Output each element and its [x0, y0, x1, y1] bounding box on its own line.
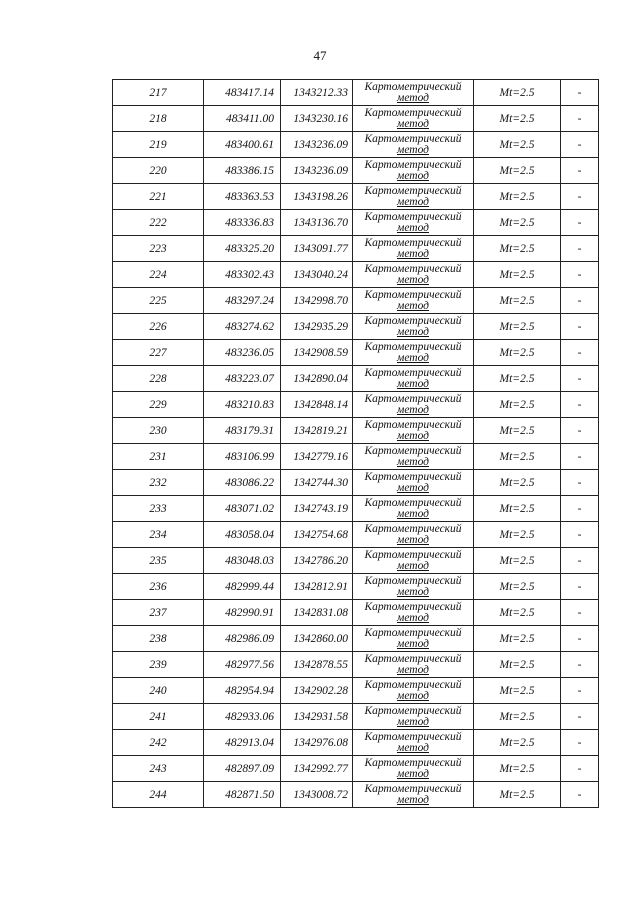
- table-row: [113, 340, 599, 366]
- x-coordinate-cell: 483086.22: [204, 470, 281, 496]
- accuracy-cell: Mt=2.5: [474, 80, 561, 106]
- x-coordinate-cell: 483210.83: [204, 392, 281, 418]
- method-line-2: метод: [396, 91, 429, 104]
- y-coordinate-cell: 1342878.55: [281, 652, 353, 678]
- note-cell: -: [561, 444, 599, 470]
- y-coordinate-cell: 1343236.09: [281, 158, 353, 184]
- method-line-1: Картометрический: [364, 496, 462, 509]
- note-cell: -: [561, 496, 599, 522]
- coordinates-table-body: [113, 80, 599, 808]
- method-line-1: Картометрический: [364, 756, 462, 769]
- note-cell: -: [561, 418, 599, 444]
- point-number-cell: 218: [113, 106, 204, 132]
- point-number-cell: 241: [113, 704, 204, 730]
- table-row: [113, 496, 599, 522]
- coordinates-table: [112, 79, 599, 808]
- y-coordinate-cell: 1342754.68: [281, 522, 353, 548]
- note-cell: -: [561, 262, 599, 288]
- y-coordinate-cell: 1342908.59: [281, 340, 353, 366]
- point-number-cell: 235: [113, 548, 204, 574]
- y-coordinate-cell: 1343230.16: [281, 106, 353, 132]
- note-cell: -: [561, 392, 599, 418]
- x-coordinate-cell: 483071.02: [204, 496, 281, 522]
- accuracy-cell: Mt=2.5: [474, 548, 561, 574]
- x-coordinate-cell: 482954.94: [204, 678, 281, 704]
- method-line-2: метод: [396, 117, 429, 130]
- accuracy-cell: Mt=2.5: [474, 132, 561, 158]
- method-cell: [353, 392, 474, 418]
- point-number-cell: 240: [113, 678, 204, 704]
- note-cell: -: [561, 730, 599, 756]
- y-coordinate-cell: 1342998.70: [281, 288, 353, 314]
- accuracy-cell: Mt=2.5: [474, 184, 561, 210]
- accuracy-cell: Mt=2.5: [474, 522, 561, 548]
- point-number-cell: 225: [113, 288, 204, 314]
- point-number-cell: 236: [113, 574, 204, 600]
- method-line-1: Картометрический: [364, 548, 462, 561]
- method-line-1: Картометрический: [364, 236, 462, 249]
- method-cell: [353, 548, 474, 574]
- table-row: [113, 522, 599, 548]
- y-coordinate-cell: 1343236.09: [281, 132, 353, 158]
- method-line-2: метод: [396, 741, 429, 754]
- table-row: [113, 132, 599, 158]
- method-cell: [353, 418, 474, 444]
- accuracy-cell: Mt=2.5: [474, 158, 561, 184]
- table-row: [113, 704, 599, 730]
- table-row: [113, 626, 599, 652]
- table-row: [113, 574, 599, 600]
- table-row: [113, 392, 599, 418]
- point-number-cell: 224: [113, 262, 204, 288]
- table-row: [113, 782, 599, 808]
- y-coordinate-cell: 1343040.24: [281, 262, 353, 288]
- note-cell: -: [561, 600, 599, 626]
- method-line-1: Картометрический: [364, 626, 462, 639]
- note-cell: -: [561, 626, 599, 652]
- accuracy-cell: Mt=2.5: [474, 704, 561, 730]
- x-coordinate-cell: 482913.04: [204, 730, 281, 756]
- table-row: [113, 366, 599, 392]
- method-cell: [353, 782, 474, 808]
- point-number-cell: 244: [113, 782, 204, 808]
- point-number-cell: 237: [113, 600, 204, 626]
- x-coordinate-cell: 483325.20: [204, 236, 281, 262]
- point-number-cell: 232: [113, 470, 204, 496]
- note-cell: -: [561, 782, 599, 808]
- point-number-cell: 223: [113, 236, 204, 262]
- accuracy-cell: Mt=2.5: [474, 470, 561, 496]
- method-line-2: метод: [396, 299, 429, 312]
- point-number-cell: 239: [113, 652, 204, 678]
- x-coordinate-cell: 483386.15: [204, 158, 281, 184]
- x-coordinate-cell: 483411.00: [204, 106, 281, 132]
- method-cell: [353, 210, 474, 236]
- page-number: 47: [313, 48, 327, 63]
- method-cell: [353, 626, 474, 652]
- method-cell: [353, 80, 474, 106]
- table-row: [113, 106, 599, 132]
- table-row: [113, 756, 599, 782]
- accuracy-cell: Mt=2.5: [474, 340, 561, 366]
- note-cell: -: [561, 106, 599, 132]
- method-line-2: метод: [396, 559, 429, 572]
- method-cell: [353, 288, 474, 314]
- accuracy-cell: Mt=2.5: [474, 210, 561, 236]
- accuracy-cell: Mt=2.5: [474, 262, 561, 288]
- method-line-2: метод: [396, 585, 429, 598]
- y-coordinate-cell: 1342743.19: [281, 496, 353, 522]
- accuracy-cell: Mt=2.5: [474, 678, 561, 704]
- point-number-cell: 221: [113, 184, 204, 210]
- method-line-1: Картометрический: [364, 522, 462, 535]
- method-line-2: метод: [396, 195, 429, 208]
- point-number-cell: 222: [113, 210, 204, 236]
- method-line-2: метод: [396, 325, 429, 338]
- method-cell: [353, 236, 474, 262]
- x-coordinate-cell: 483336.83: [204, 210, 281, 236]
- accuracy-cell: Mt=2.5: [474, 314, 561, 340]
- method-line-1: Картометрический: [364, 340, 462, 353]
- method-line-1: Картометрический: [364, 470, 462, 483]
- method-line-2: метод: [396, 377, 429, 390]
- method-line-1: Картометрический: [364, 184, 462, 197]
- note-cell: -: [561, 236, 599, 262]
- y-coordinate-cell: 1342890.04: [281, 366, 353, 392]
- x-coordinate-cell: 483179.31: [204, 418, 281, 444]
- x-coordinate-cell: 482999.44: [204, 574, 281, 600]
- accuracy-cell: Mt=2.5: [474, 418, 561, 444]
- table-row: [113, 548, 599, 574]
- x-coordinate-cell: 483058.04: [204, 522, 281, 548]
- y-coordinate-cell: 1342992.77: [281, 756, 353, 782]
- method-cell: [353, 106, 474, 132]
- method-line-2: метод: [396, 351, 429, 364]
- method-line-1: Картометрический: [364, 132, 462, 145]
- note-cell: -: [561, 288, 599, 314]
- note-cell: -: [561, 80, 599, 106]
- accuracy-cell: Mt=2.5: [474, 626, 561, 652]
- note-cell: -: [561, 210, 599, 236]
- x-coordinate-cell: 482977.56: [204, 652, 281, 678]
- method-line-1: Картометрический: [364, 366, 462, 379]
- table-row: [113, 184, 599, 210]
- method-cell: [353, 444, 474, 470]
- x-coordinate-cell: 482986.09: [204, 626, 281, 652]
- y-coordinate-cell: 1342779.16: [281, 444, 353, 470]
- method-line-1: Картометрический: [364, 392, 462, 405]
- point-number-cell: 229: [113, 392, 204, 418]
- point-number-cell: 228: [113, 366, 204, 392]
- method-cell: [353, 678, 474, 704]
- x-coordinate-cell: 483400.61: [204, 132, 281, 158]
- method-line-2: метод: [396, 663, 429, 676]
- table-row: [113, 600, 599, 626]
- table-row: [113, 652, 599, 678]
- method-line-2: метод: [396, 481, 429, 494]
- y-coordinate-cell: 1342786.20: [281, 548, 353, 574]
- point-number-cell: 230: [113, 418, 204, 444]
- method-line-1: Картометрический: [364, 106, 462, 119]
- method-line-1: Картометрический: [364, 652, 462, 665]
- method-line-1: Картометрический: [364, 678, 462, 691]
- table-row: [113, 314, 599, 340]
- method-line-1: Картометрический: [364, 80, 462, 93]
- y-coordinate-cell: 1342812.91: [281, 574, 353, 600]
- point-number-cell: 217: [113, 80, 204, 106]
- note-cell: -: [561, 314, 599, 340]
- x-coordinate-cell: 482897.09: [204, 756, 281, 782]
- method-line-2: метод: [396, 403, 429, 416]
- y-coordinate-cell: 1342819.21: [281, 418, 353, 444]
- x-coordinate-cell: 482871.50: [204, 782, 281, 808]
- table-row: [113, 262, 599, 288]
- method-line-2: метод: [396, 221, 429, 234]
- x-coordinate-cell: 483223.07: [204, 366, 281, 392]
- x-coordinate-cell: 482933.06: [204, 704, 281, 730]
- method-line-2: метод: [396, 247, 429, 260]
- y-coordinate-cell: 1342902.28: [281, 678, 353, 704]
- method-line-2: метод: [396, 715, 429, 728]
- method-line-1: Картометрический: [364, 314, 462, 327]
- method-cell: [353, 340, 474, 366]
- y-coordinate-cell: 1342860.00: [281, 626, 353, 652]
- point-number-cell: 243: [113, 756, 204, 782]
- method-line-1: Картометрический: [364, 210, 462, 223]
- table-row: [113, 470, 599, 496]
- method-line-2: метод: [396, 611, 429, 624]
- method-line-2: метод: [396, 429, 429, 442]
- x-coordinate-cell: 483236.05: [204, 340, 281, 366]
- method-line-1: Картометрический: [364, 574, 462, 587]
- method-cell: [353, 756, 474, 782]
- table-row: [113, 80, 599, 106]
- method-line-1: Картометрический: [364, 704, 462, 717]
- y-coordinate-cell: 1343136.70: [281, 210, 353, 236]
- x-coordinate-cell: 483363.53: [204, 184, 281, 210]
- method-line-2: метод: [396, 273, 429, 286]
- accuracy-cell: Mt=2.5: [474, 756, 561, 782]
- method-line-2: метод: [396, 533, 429, 546]
- method-line-2: метод: [396, 143, 429, 156]
- table-row: [113, 730, 599, 756]
- note-cell: -: [561, 704, 599, 730]
- method-cell: [353, 652, 474, 678]
- table-row: [113, 418, 599, 444]
- point-number-cell: 226: [113, 314, 204, 340]
- method-line-2: метод: [396, 767, 429, 780]
- accuracy-cell: Mt=2.5: [474, 106, 561, 132]
- x-coordinate-cell: 483106.99: [204, 444, 281, 470]
- method-cell: [353, 574, 474, 600]
- accuracy-cell: Mt=2.5: [474, 444, 561, 470]
- point-number-cell: 220: [113, 158, 204, 184]
- accuracy-cell: Mt=2.5: [474, 652, 561, 678]
- point-number-cell: 234: [113, 522, 204, 548]
- y-coordinate-cell: 1343198.26: [281, 184, 353, 210]
- x-coordinate-cell: 483417.14: [204, 80, 281, 106]
- note-cell: -: [561, 522, 599, 548]
- x-coordinate-cell: 483048.03: [204, 548, 281, 574]
- method-cell: [353, 730, 474, 756]
- accuracy-cell: Mt=2.5: [474, 496, 561, 522]
- note-cell: -: [561, 132, 599, 158]
- method-cell: [353, 470, 474, 496]
- x-coordinate-cell: 483274.62: [204, 314, 281, 340]
- point-number-cell: 231: [113, 444, 204, 470]
- table-row: [113, 236, 599, 262]
- table-row: [113, 288, 599, 314]
- point-number-cell: 219: [113, 132, 204, 158]
- point-number-cell: 242: [113, 730, 204, 756]
- method-line-1: Картометрический: [364, 782, 462, 795]
- accuracy-cell: Mt=2.5: [474, 392, 561, 418]
- method-cell: [353, 184, 474, 210]
- y-coordinate-cell: 1342931.58: [281, 704, 353, 730]
- note-cell: -: [561, 756, 599, 782]
- y-coordinate-cell: 1342831.08: [281, 600, 353, 626]
- method-line-2: метод: [396, 793, 429, 806]
- note-cell: -: [561, 548, 599, 574]
- table-row: [113, 158, 599, 184]
- y-coordinate-cell: 1343212.33: [281, 80, 353, 106]
- table-row: [113, 678, 599, 704]
- accuracy-cell: Mt=2.5: [474, 288, 561, 314]
- method-cell: [353, 600, 474, 626]
- y-coordinate-cell: 1343091.77: [281, 236, 353, 262]
- x-coordinate-cell: 483297.24: [204, 288, 281, 314]
- accuracy-cell: Mt=2.5: [474, 366, 561, 392]
- note-cell: -: [561, 366, 599, 392]
- method-line-1: Картометрический: [364, 288, 462, 301]
- method-cell: [353, 496, 474, 522]
- note-cell: -: [561, 184, 599, 210]
- note-cell: -: [561, 470, 599, 496]
- method-line-2: метод: [396, 637, 429, 650]
- y-coordinate-cell: 1342848.14: [281, 392, 353, 418]
- method-cell: [353, 522, 474, 548]
- note-cell: -: [561, 340, 599, 366]
- point-number-cell: 233: [113, 496, 204, 522]
- method-cell: [353, 132, 474, 158]
- x-coordinate-cell: 483302.43: [204, 262, 281, 288]
- method-line-1: Картометрический: [364, 444, 462, 457]
- accuracy-cell: Mt=2.5: [474, 782, 561, 808]
- accuracy-cell: Mt=2.5: [474, 600, 561, 626]
- method-line-2: метод: [396, 455, 429, 468]
- method-cell: [353, 704, 474, 730]
- method-cell: [353, 366, 474, 392]
- method-line-2: метод: [396, 507, 429, 520]
- accuracy-cell: Mt=2.5: [474, 574, 561, 600]
- x-coordinate-cell: 482990.91: [204, 600, 281, 626]
- y-coordinate-cell: 1342935.29: [281, 314, 353, 340]
- point-number-cell: 227: [113, 340, 204, 366]
- y-coordinate-cell: 1342744.30: [281, 470, 353, 496]
- method-line-1: Картометрический: [364, 262, 462, 275]
- y-coordinate-cell: 1342976.08: [281, 730, 353, 756]
- accuracy-cell: Mt=2.5: [474, 730, 561, 756]
- method-line-1: Картометрический: [364, 418, 462, 431]
- method-line-1: Картометрический: [364, 730, 462, 743]
- method-line-2: метод: [396, 169, 429, 182]
- method-cell: [353, 158, 474, 184]
- note-cell: -: [561, 652, 599, 678]
- point-number-cell: 238: [113, 626, 204, 652]
- note-cell: -: [561, 158, 599, 184]
- note-cell: -: [561, 678, 599, 704]
- table-row: [113, 444, 599, 470]
- y-coordinate-cell: 1343008.72: [281, 782, 353, 808]
- method-line-1: Картометрический: [364, 158, 462, 171]
- method-cell: [353, 314, 474, 340]
- method-cell: [353, 262, 474, 288]
- note-cell: -: [561, 574, 599, 600]
- method-line-2: метод: [396, 689, 429, 702]
- accuracy-cell: Mt=2.5: [474, 236, 561, 262]
- table-row: [113, 210, 599, 236]
- method-line-1: Картометрический: [364, 600, 462, 613]
